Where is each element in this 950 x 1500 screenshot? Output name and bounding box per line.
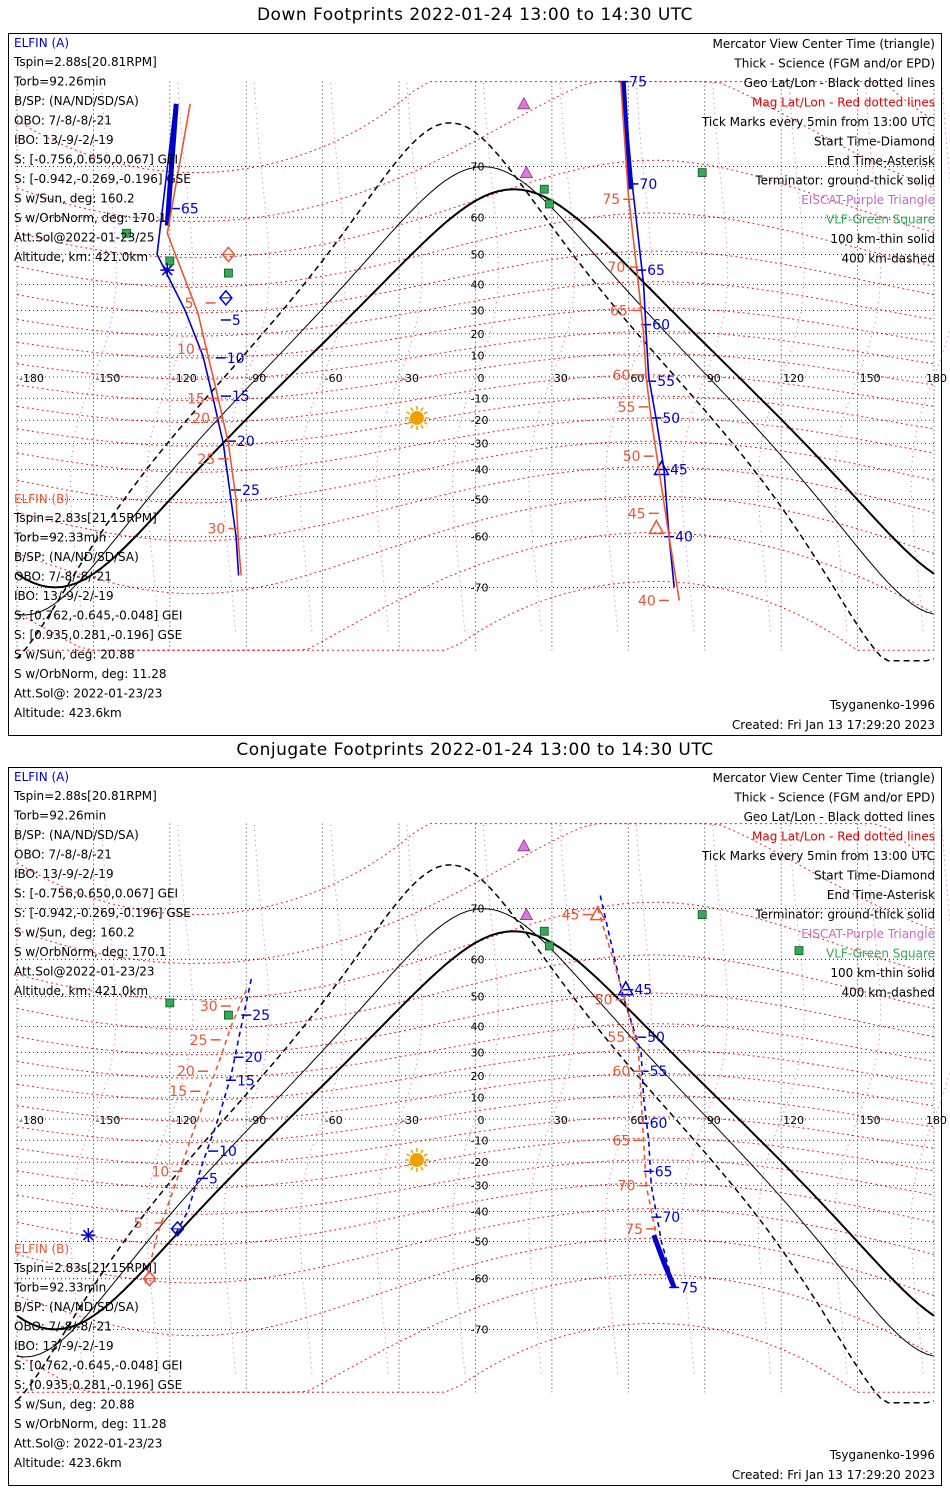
lat-tick-label: -70 — [470, 581, 489, 595]
sun-ray — [411, 1150, 413, 1153]
sun-ray — [421, 425, 423, 428]
tick-label: 70 — [617, 1178, 636, 1195]
sun-ray — [411, 425, 413, 428]
tick-label: 70 — [662, 1210, 681, 1227]
mag-lon-line — [300, 82, 346, 632]
legend-line: Mercator View Center Time (triangle) — [712, 37, 935, 51]
tick-label: 15 — [231, 389, 250, 406]
tick-label: 5 — [184, 295, 194, 312]
lon-tick-label: -120 — [171, 1114, 197, 1127]
tick-label: 75 — [680, 1280, 699, 1297]
sun-ray — [407, 1154, 410, 1156]
lat-tick-label: 30 — [470, 304, 485, 318]
mag-lon-line — [529, 82, 575, 632]
tick-label: 45 — [627, 506, 646, 523]
elfin-a-info-line: Altitude, km: 421.0km — [14, 250, 149, 264]
legend-line: 400 km-dashed — [841, 985, 935, 1000]
elfin-b-info-line: S: [0.762,-0.645,-0.048] GEI — [14, 608, 183, 623]
elfin-a-info-line: S w/Sun, deg: 160.2 — [14, 191, 135, 206]
mag-lon-line — [758, 824, 804, 1374]
lat-tick-label: 40 — [470, 278, 485, 292]
elfin-a-info-line: Att.Sol@2022-01-23/25 — [14, 230, 155, 245]
lat-tick-label: -30 — [470, 437, 489, 451]
elfin-b-info-line: S w/Sun, deg: 20.88 — [14, 1397, 135, 1412]
tick-label: 60 — [612, 367, 631, 384]
tick-label: 5 — [208, 1171, 218, 1188]
lat-tick-label: 50 — [470, 990, 485, 1004]
tick-label: 75 — [629, 74, 648, 91]
tick-label: 20 — [192, 410, 211, 427]
panel-down — [8, 33, 947, 736]
lat-tick-label: -10 — [470, 392, 489, 406]
end-asterisk-icon — [160, 263, 174, 277]
tick-label: 60 — [649, 1116, 668, 1133]
elfin-a-info-line: Tspin=2.88s[20.81RPM] — [14, 55, 157, 69]
vlf-square-icon — [545, 942, 553, 950]
lon-tick-label: -180 — [19, 372, 44, 385]
elfin-a-info-line: B/SP: (NA/ND/SD/SA) — [14, 94, 139, 108]
tick-label: 70 — [607, 260, 626, 277]
lon-tick-label: -60 — [324, 1114, 343, 1127]
elfin-b-info-line: S w/OrbNorm, deg: 11.28 — [14, 667, 167, 681]
mag-lon-line — [529, 824, 575, 1374]
lon-tick-label: -120 — [171, 372, 197, 385]
mag-lon-line — [376, 824, 422, 1374]
tick-label: 25 — [242, 482, 260, 499]
tick-label: 10 — [151, 1164, 170, 1181]
lon-tick-label: 180 — [926, 372, 947, 385]
elfin-a-info-line: OBO: 7/-8/-8/-21 — [14, 113, 112, 128]
lat-tick-label: -60 — [470, 1272, 489, 1286]
lon-tick-label: 150 — [859, 372, 881, 385]
vlf-square-icon — [224, 1011, 232, 1019]
legend-line: Start Time-Diamond — [813, 868, 935, 883]
elfin-b-info-line: Altitude: 423.6km — [14, 1456, 122, 1470]
lat-tick-label: 10 — [470, 1091, 485, 1105]
lat-tick-label: 20 — [470, 1069, 485, 1083]
elfin-a-info-line: S: [-0.756,0.650,0.067] GEI — [14, 152, 179, 167]
tick-label: 75 — [602, 192, 621, 209]
lon-tick-label: 30 — [553, 1114, 568, 1127]
panel-conjugate — [8, 767, 947, 1486]
legend-line: Thick - Science (FGM and/or EPD) — [734, 790, 935, 805]
eiscat-triangle-icon — [520, 167, 532, 178]
map-conjugate — [9, 768, 947, 1485]
elfin-b-info-line: B/SP: (NA/ND/SD/SA) — [14, 1300, 139, 1314]
eiscat-triangle-icon — [518, 98, 530, 109]
legend-line: End Time-Asterisk — [826, 888, 935, 902]
lon-tick-label: 60 — [630, 1114, 645, 1127]
eiscat-triangle-icon — [518, 840, 530, 851]
created-label: Created: Fri Jan 13 17:29:20 2023 — [731, 1468, 935, 1482]
elfin-b-info-line: S: [0.762,-0.645,-0.048] GEI — [14, 1358, 183, 1373]
created-label: Created: Fri Jan 13 17:29:20 2023 — [731, 718, 935, 732]
lat-tick-label: -10 — [470, 1134, 489, 1148]
legend-line: VLF-Green Square — [826, 946, 935, 961]
lon-tick-label: -180 — [19, 1114, 44, 1127]
tick-label: 50 — [647, 1030, 665, 1047]
vlf-square-icon — [224, 269, 232, 277]
tick-label: 55 — [617, 399, 636, 416]
elfin-a-info-line: IBO: 13/-9/-2/-19 — [14, 867, 114, 881]
lat-tick-label: -40 — [470, 1205, 489, 1219]
elfin-b-info-line: S: [0.935,0.281,-0.196] GSE — [14, 1378, 183, 1392]
tick-label: 5 — [133, 1215, 143, 1232]
tick-label: 65 — [647, 263, 665, 280]
tick-label: 20 — [176, 1064, 195, 1081]
lat-tick-label: 70 — [470, 160, 485, 174]
tick-label: 65 — [612, 1133, 631, 1150]
lat-tick-label: -30 — [470, 1179, 489, 1193]
vlf-square-icon — [545, 200, 553, 208]
elfin-b-info-line: Tspin=2.83s[21.15RPM] — [14, 1261, 157, 1275]
tick-label: 15 — [187, 391, 205, 408]
sun-disc — [410, 1153, 424, 1167]
legend-line: EISCAT-Purple Triangle — [801, 193, 935, 207]
legend-line: EISCAT-Purple Triangle — [801, 927, 935, 941]
tick-label: 30 — [207, 521, 226, 538]
lat-tick-label: 60 — [470, 953, 485, 967]
vlf-square-icon — [166, 999, 174, 1007]
elfin-b-info-line: S w/OrbNorm, deg: 11.28 — [14, 1417, 167, 1431]
vlf-square-icon — [698, 169, 706, 177]
elfin-a-info-line: S: [-0.756,0.650,0.067] GEI — [14, 886, 179, 901]
legend-line: Start Time-Diamond — [813, 134, 935, 149]
tick-label: 50 — [594, 992, 613, 1009]
legend-line: Tick Marks every 5min from 13:00 UTC — [701, 115, 935, 129]
lat-tick-label: -70 — [470, 1323, 489, 1337]
legend-line: VLF-Green Square — [826, 212, 935, 227]
tick-label: 10 — [176, 342, 195, 359]
sun-ray — [411, 1167, 413, 1170]
elfin-b-info-line: OBO: 7/-8/-8/-21 — [14, 569, 112, 584]
legend-line: Terminator: ground-thick solid — [755, 907, 935, 922]
lon-tick-label: 150 — [859, 1114, 881, 1127]
legend-line: Thick - Science (FGM and/or EPD) — [734, 56, 935, 71]
lon-tick-label: 180 — [926, 1114, 947, 1127]
sun-ray — [424, 1164, 427, 1166]
lat-tick-label: 10 — [470, 349, 485, 363]
legend-line: Mag Lat/Lon - Red dotted lines — [751, 95, 935, 110]
lon-tick-label: -60 — [324, 372, 343, 385]
legend-line: Mercator View Center Time (triangle) — [712, 771, 935, 785]
tick-label: 15 — [169, 1084, 188, 1101]
elfin-b-label: ELFIN (B) — [14, 1242, 70, 1256]
elfin-b-info-line: Altitude: 423.6km — [14, 706, 122, 720]
sun-ray — [421, 1150, 423, 1153]
lon-tick-label: -90 — [248, 1114, 267, 1127]
elfin-a-info-line: S w/OrbNorm, deg: 170.1 — [14, 945, 167, 959]
tick-label: 25 — [197, 451, 216, 468]
tick-label: 55 — [657, 374, 676, 391]
sun-icon — [405, 1148, 429, 1172]
tick-label: 45 — [669, 462, 688, 479]
lon-tick-label: -90 — [248, 372, 267, 385]
elfin-b-info-line: Att.Sol@: 2022-01-23/23 — [14, 686, 163, 701]
tick-label: 20 — [244, 1050, 263, 1067]
tick-label: 40 — [675, 529, 693, 546]
legend-line: End Time-Asterisk — [826, 154, 935, 168]
panel-title-down: Down Footprints 2022-01-24 13:00 to 14:30 UTC — [256, 5, 694, 25]
elfin-b-info-line: S w/Sun, deg: 20.88 — [14, 647, 135, 662]
elfin-b-info-line: IBO: 13/-9/-2/-19 — [14, 589, 114, 603]
elfin-b-info-line: B/SP: (NA/ND/SD/SA) — [14, 550, 139, 564]
elfin-b-info-line: OBO: 7/-8/-8/-21 — [14, 1319, 112, 1334]
elfin-a-label: ELFIN (A) — [14, 36, 70, 50]
lon-tick-label: 90 — [706, 1114, 721, 1127]
vlf-square-icon — [540, 185, 548, 193]
elfin-a-info-line: Torb=92.26min — [14, 808, 107, 823]
tick-label: 65 — [654, 1164, 673, 1181]
lon-tick-label: 60 — [630, 372, 645, 385]
tick-label: 5 — [231, 312, 241, 329]
end-asterisk-icon — [81, 1228, 95, 1242]
lon-tick-label: -30 — [401, 1114, 420, 1127]
sun-ray — [424, 422, 427, 424]
legend-line: Terminator: ground-thick solid — [755, 173, 935, 188]
science-segment — [654, 1235, 674, 1287]
tick-label: 50 — [622, 449, 641, 466]
vlf-square-icon — [795, 947, 803, 955]
tick-label: 60 — [652, 317, 670, 334]
sun-icon — [405, 406, 429, 430]
tick-label: 25 — [189, 1032, 208, 1049]
elfin-b-info-line: Att.Sol@: 2022-01-23/23 — [14, 1436, 163, 1451]
tick-label: 10 — [219, 1144, 237, 1161]
elfin-b-info-line: Tspin=2.83s[21.15RPM] — [14, 511, 157, 525]
sun-ray — [424, 412, 427, 414]
sun-ray — [407, 412, 410, 414]
sun-ray — [421, 1167, 423, 1170]
sun-ray — [407, 422, 410, 424]
tick-label: 55 — [607, 1030, 626, 1047]
lon-tick-label: 120 — [783, 372, 805, 385]
lon-tick-label: -30 — [401, 372, 420, 385]
legend-line: Geo Lat/Lon - Black dotted lines — [743, 810, 935, 824]
model-label: Tsyganenko-1996 — [829, 698, 935, 712]
eiscat-triangle-icon — [520, 909, 532, 920]
lon-tick-label: 120 — [783, 1114, 805, 1127]
elfin-a-info-line: S: [-0.942,-0.269,-0.196] GSE — [14, 172, 191, 186]
vlf-square-icon — [698, 911, 706, 919]
legend-line: 100 km-thin solid — [830, 232, 935, 246]
elfin-a-info-line: IBO: 13/-9/-2/-19 — [14, 133, 114, 147]
lat-tick-label: 60 — [470, 211, 485, 225]
sun-ray — [424, 1154, 427, 1156]
elfin-a-info-line: S: [-0.942,-0.269,-0.196] GSE — [14, 906, 191, 920]
mag-lon-line — [758, 82, 804, 632]
lat-tick-label: 20 — [470, 327, 485, 341]
tick-label: 25 — [252, 1008, 271, 1025]
elfin-a-info-line: Torb=92.26min — [14, 74, 107, 89]
legend-line: 400 km-dashed — [841, 251, 935, 266]
elfin-a-info-line: Altitude, km: 421.0km — [14, 984, 149, 998]
tick-label: 20 — [236, 434, 255, 451]
mercator-center-triangle-icon — [654, 462, 668, 475]
mercator-center-triangle-icon — [649, 520, 663, 533]
elfin-a-info-line: Att.Sol@2022-01-23/23 — [14, 964, 155, 979]
tick-label: 40 — [637, 593, 656, 610]
sun-ray — [411, 408, 413, 411]
lat-tick-label: -20 — [470, 414, 489, 428]
tick-label: 10 — [226, 350, 245, 367]
tick-label: 60 — [612, 1064, 631, 1081]
sun-ray — [407, 1164, 410, 1166]
sun-ray — [421, 408, 423, 411]
lat-tick-label: 40 — [470, 1020, 485, 1034]
panel-title-conjugate: Conjugate Footprints 2022-01-24 13:00 to 14:30 UTC — [236, 740, 714, 760]
elfin-b-label: ELFIN (B) — [14, 492, 70, 506]
mag-lon-line — [911, 824, 950, 1374]
lon-tick-label: 30 — [553, 372, 568, 385]
sun-disc — [410, 411, 424, 425]
lat-tick-label: -40 — [470, 463, 489, 477]
tick-label: 30 — [199, 999, 218, 1016]
legend-line: Tick Marks every 5min from 13:00 UTC — [701, 849, 935, 863]
elfin-a-info-line: B/SP: (NA/ND/SD/SA) — [14, 828, 139, 842]
tick-label: 65 — [609, 303, 628, 320]
elfin-a-info-line: S w/OrbNorm, deg: 170.1 — [14, 211, 167, 225]
elfin-b-info-line: IBO: 13/-9/-2/-19 — [14, 1339, 114, 1353]
lon-tick-label: 0 — [477, 1114, 485, 1127]
tick-label: 50 — [662, 410, 681, 427]
elfin-a-info-line: Tspin=2.88s[20.81RPM] — [14, 789, 157, 803]
tick-label: 55 — [649, 1064, 668, 1081]
legend-line: Mag Lat/Lon - Red dotted lines — [751, 829, 935, 844]
elfin-b-info-line: Torb=92.33min — [14, 530, 107, 545]
tick-label: 45 — [561, 907, 580, 924]
lon-tick-label: -150 — [95, 372, 121, 385]
tick-label: 65 — [180, 201, 199, 218]
tick-label: 45 — [634, 982, 653, 999]
elfin-a-label: ELFIN (A) — [14, 770, 70, 784]
lat-tick-label: -60 — [470, 530, 489, 544]
mag-lon-line — [835, 824, 881, 1374]
lon-tick-label: 90 — [706, 372, 721, 385]
mag-lon-line — [300, 824, 346, 1374]
tick-label: 15 — [236, 1073, 255, 1090]
tick-label: 70 — [639, 176, 658, 193]
lat-tick-label: -50 — [470, 1235, 489, 1249]
lat-tick-label: -50 — [470, 493, 489, 507]
tick-label: 75 — [625, 1221, 644, 1238]
elfin-b-info-line: S: [0.935,0.281,-0.196] GSE — [14, 628, 183, 642]
map-down — [9, 34, 947, 735]
elfin-b-info-line: Torb=92.33min — [14, 1280, 107, 1295]
elfin-a-info-line: OBO: 7/-8/-8/-21 — [14, 847, 112, 862]
mag-lat-line — [17, 1235, 934, 1335]
series-elfin-a- — [81, 979, 270, 1242]
lon-tick-label: 0 — [477, 372, 485, 385]
lat-tick-label: 50 — [470, 248, 485, 262]
mag-lon-line — [376, 82, 422, 632]
lon-tick-label: -150 — [95, 1114, 121, 1127]
elfin-a-info-line: S w/Sun, deg: 160.2 — [14, 925, 135, 940]
lat-tick-label: -20 — [470, 1156, 489, 1170]
model-label: Tsyganenko-1996 — [829, 1448, 935, 1462]
vlf-square-icon — [540, 927, 548, 935]
legend-line: 100 km-thin solid — [830, 966, 935, 980]
legend-line: Geo Lat/Lon - Black dotted lines — [743, 76, 935, 90]
lat-tick-label: 70 — [470, 902, 485, 916]
lat-tick-label: 30 — [470, 1046, 485, 1060]
